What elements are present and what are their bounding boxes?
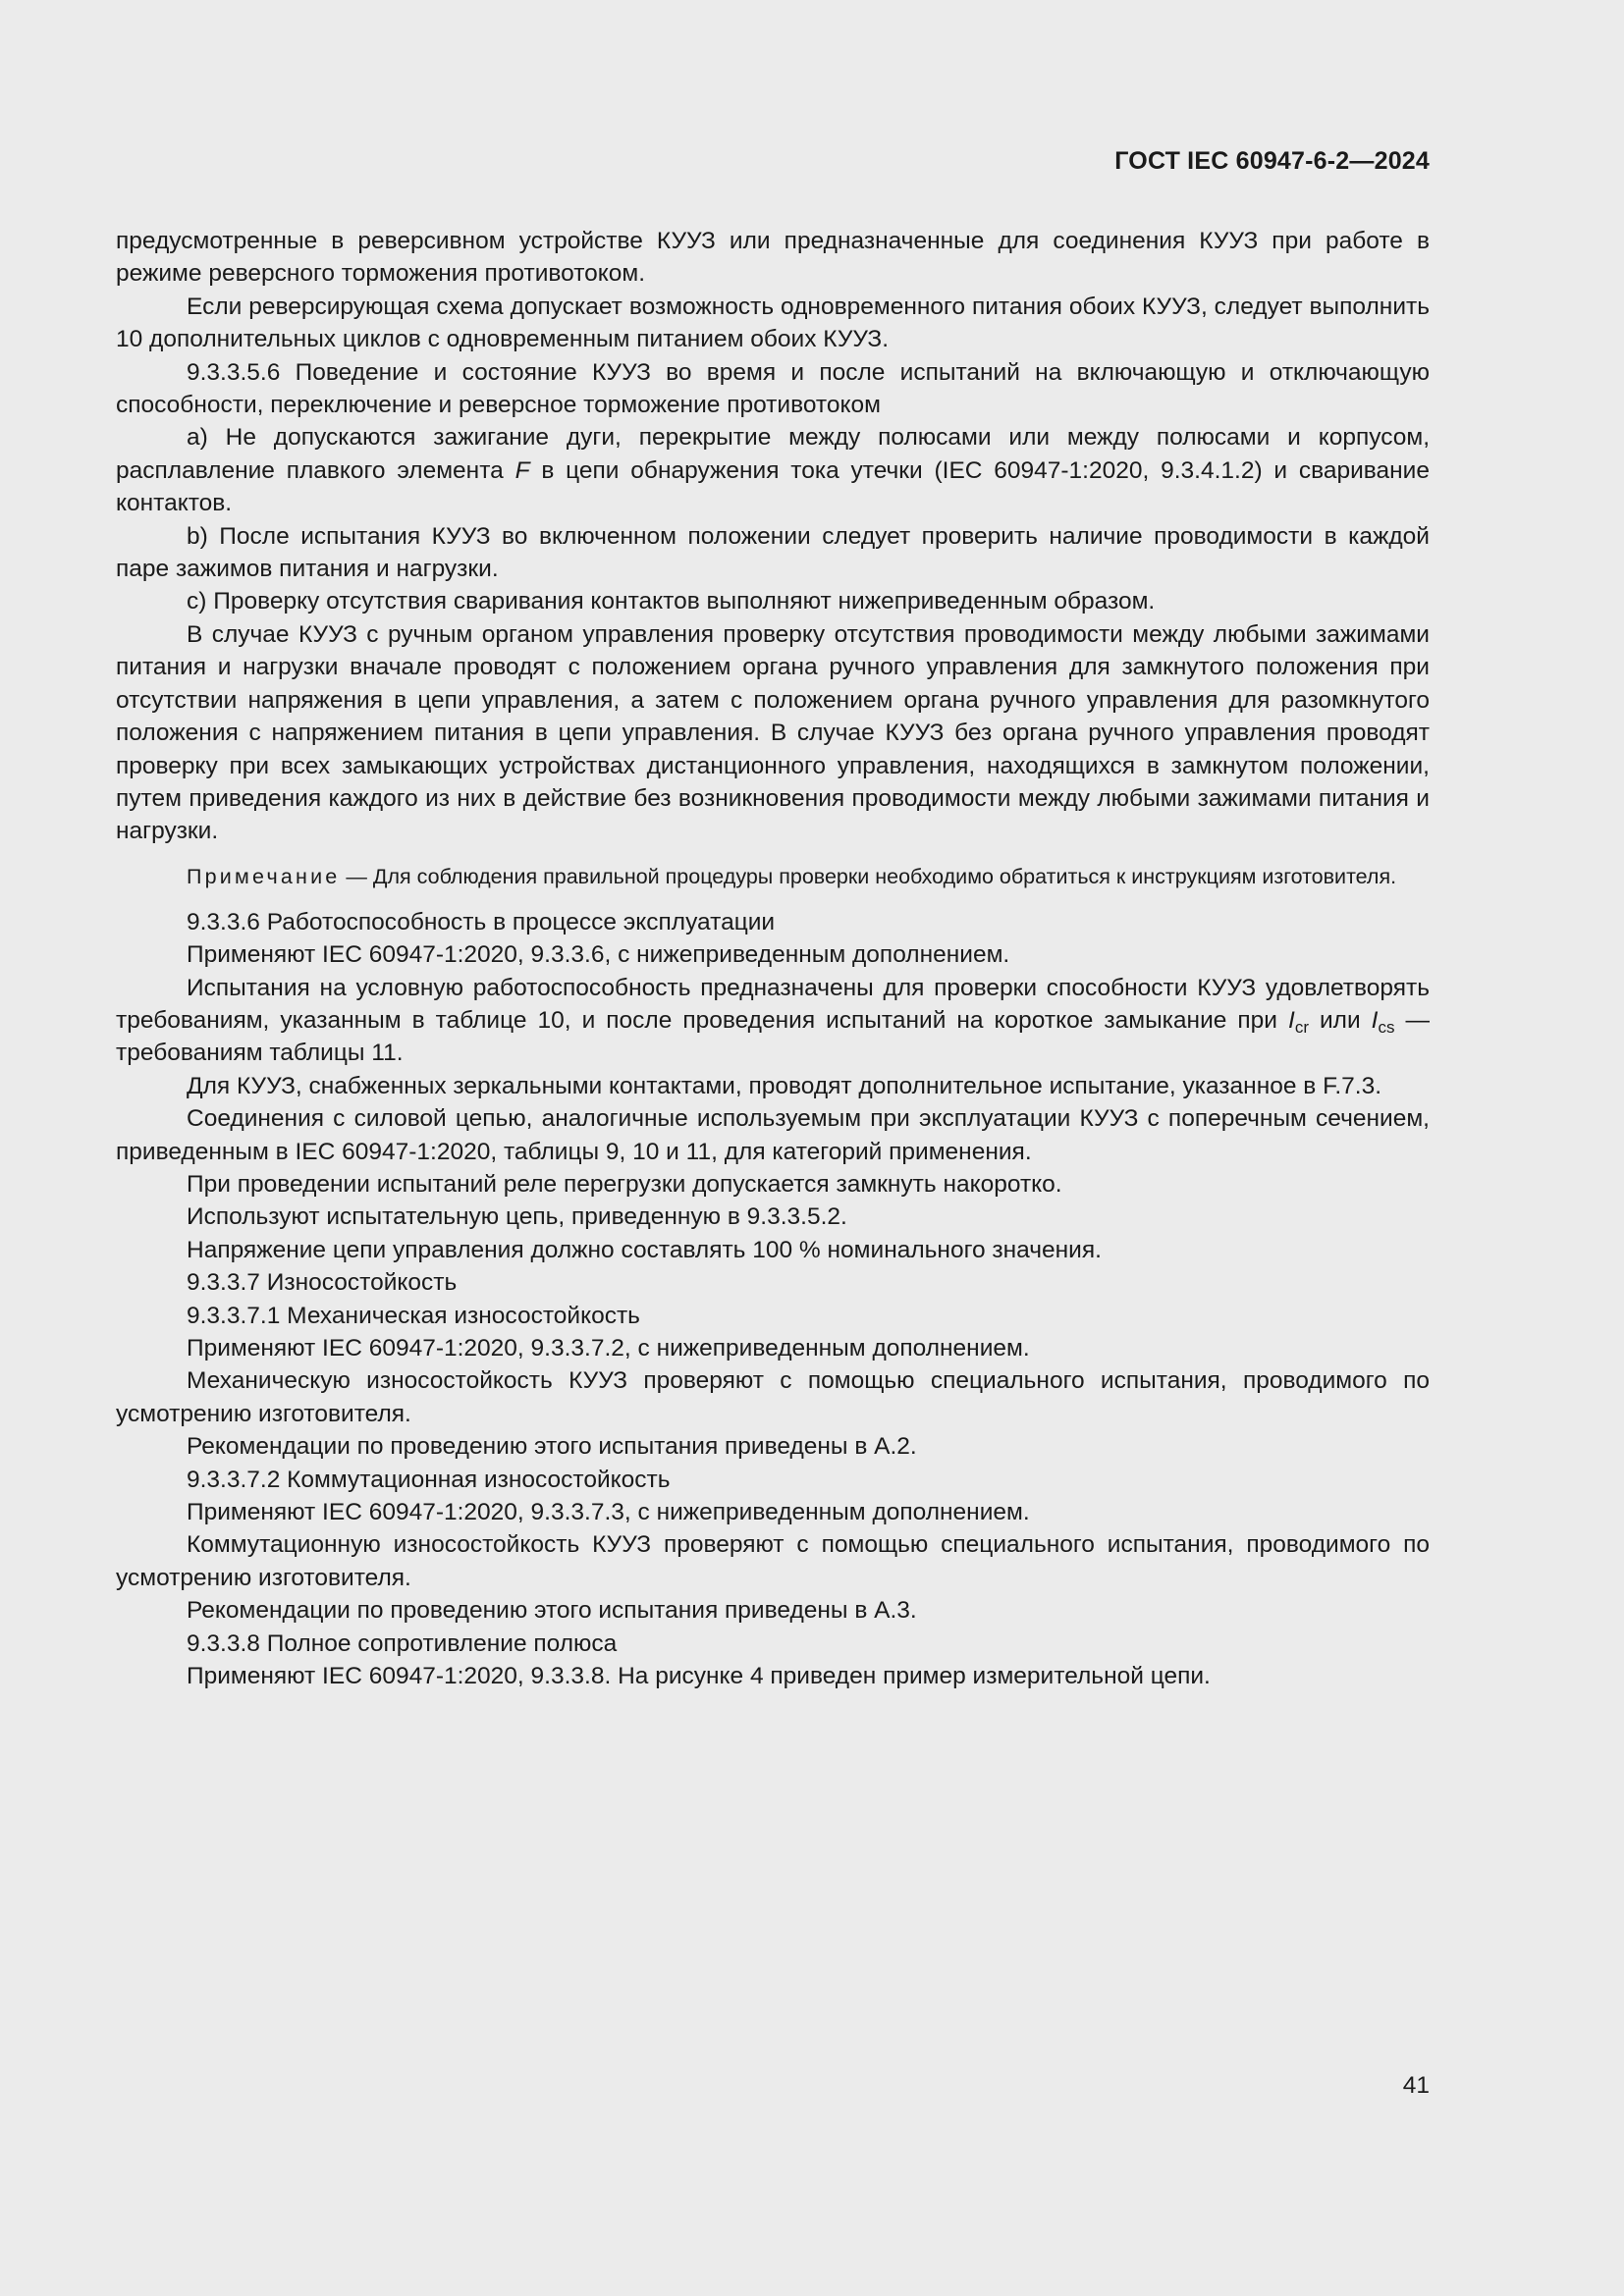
list-item: b) После испытания КУУЗ во включенном положении следует проверить наличие проводимости в каждой паре зажимов питания и нагрузки. [116, 522, 1430, 583]
paragraph: Рекомендации по проведению этого испытания приведены в А.3. [187, 1597, 917, 1625]
note-text: — Для соблюдения правильной процедуры проверки необходимо обратиться к инструкциям изготовителя. [340, 864, 1397, 888]
list-item: c) Проверку отсутствия сваривания контактов выполняют нижеприведенным образом. [187, 588, 1156, 615]
paragraph: При проведении испытаний реле перегрузки допускается замкнуть накоротко. [187, 1170, 1062, 1198]
page-number: 41 [1402, 2072, 1430, 2099]
paragraph: предусмотренные в реверсивном устройстве КУУЗ или предназначенные для соединения КУУЗ при работе в режиме реверсного торможения противотоком. [116, 228, 1430, 288]
section-heading: 9.3.3.7.2 Коммутационная износостойкость [187, 1466, 671, 1493]
list-item: a) Не допускаются зажигание дуги, перекрытие между полюсами или между полюсами и корпусом, расплавление плавкого элемента F в цепи обнаружения тока утечки (IEC 60947-1:2020, 9.3.4.1.2) и сваривание контактов. [116, 424, 1430, 517]
paragraph: Напряжение цепи управления должно составлять 100 % номинального значения. [187, 1236, 1102, 1263]
section-heading: 9.3.3.7 Износостойкость [187, 1269, 458, 1297]
note-label: Примечание [187, 864, 341, 888]
paragraph: Коммутационную износостойкость КУУЗ проверяют с помощью специального испытания, проводимого по усмотрению изготовителя. [116, 1531, 1430, 1591]
paragraph: Для КУУЗ, снабженных зеркальными контактами, проводят дополнительное испытание, указанное в F.7.3. [187, 1072, 1382, 1099]
paragraph: В случае КУУЗ с ручным органом управления проверку отсутствия проводимости между любыми зажимами питания и нагрузки вначале проводят с положением органа ручного управления для замкнутого положения при отсутствии напряжения в цепи управления, а затем с положением органа ручного управления для разомкнутого положения с напряжением питания в цепи управления. В случае КУУЗ без органа ручного управления проводят проверку при всех замыкающих устройствах дистанционного управления, находящихся в замкнутом положении, путем приведения каждого из них в действие без возникновения проводимости между любыми зажимами питания и нагрузки. [116, 620, 1430, 845]
note [116, 863, 1430, 891]
paragraph: Применяют IEC 60947-1:2020, 9.3.3.7.2, с нижеприведенным дополнением. [187, 1335, 1030, 1362]
paragraph: Если реверсирующая схема допускает возможность одновременного питания обоих КУУЗ, следует выполнить 10 дополнительных циклов с одновременным питанием обоих КУУЗ. [116, 293, 1430, 353]
paragraph: Испытания на условную работоспособность предназначены для проверки способности КУУЗ удовлетворять требованиям, указанным в таблице 10, и после проведения испытаний на короткое замыкание при $I_{cr}$ или $I_{cs}$ — требованиям таблицы 11. [116, 974, 1430, 1067]
section-heading: 9.3.3.7.1 Механическая износостойкость [187, 1302, 640, 1329]
document-header: ГОСТ IEC 60947-6-2—2024 [1114, 147, 1430, 175]
paragraph: Соединения с силовой цепью, аналогичные используемым при эксплуатации КУУЗ с поперечным сечением, приведенным в IEC 60947-1:2020, таблицы 9, 10 и 11, для категорий применения. [116, 1105, 1430, 1165]
paragraph: Используют испытательную цепь, приведенную в 9.3.3.5.2. [187, 1203, 847, 1231]
paragraph: Применяют IEC 60947-1:2020, 9.3.3.8. На рисунке 4 приведен пример измерительной цепи. [187, 1663, 1211, 1690]
paragraph: Механическую износостойкость КУУЗ проверяют с помощью специального испытания, проводимого по усмотрению изготовителя. [116, 1367, 1430, 1427]
paragraph: Рекомендации по проведению этого испытания приведены в А.2. [187, 1433, 917, 1461]
section-heading: 9.3.3.8 Полное сопротивление полюса [187, 1629, 618, 1657]
section-heading: 9.3.3.6 Работоспособность в процессе эксплуатации [187, 908, 776, 935]
paragraph: Применяют IEC 60947-1:2020, 9.3.3.7.3, с нижеприведенным дополнением. [187, 1499, 1030, 1526]
document-body [116, 225, 1430, 1692]
paragraph: Применяют IEC 60947-1:2020, 9.3.3.6, с нижеприведенным дополнением. [187, 941, 1010, 969]
section-heading: 9.3.3.5.6 Поведение и состояние КУУЗ во время и после испытаний на включающую и отключающую способности, переключение и реверсное торможение противотоком [116, 358, 1430, 419]
